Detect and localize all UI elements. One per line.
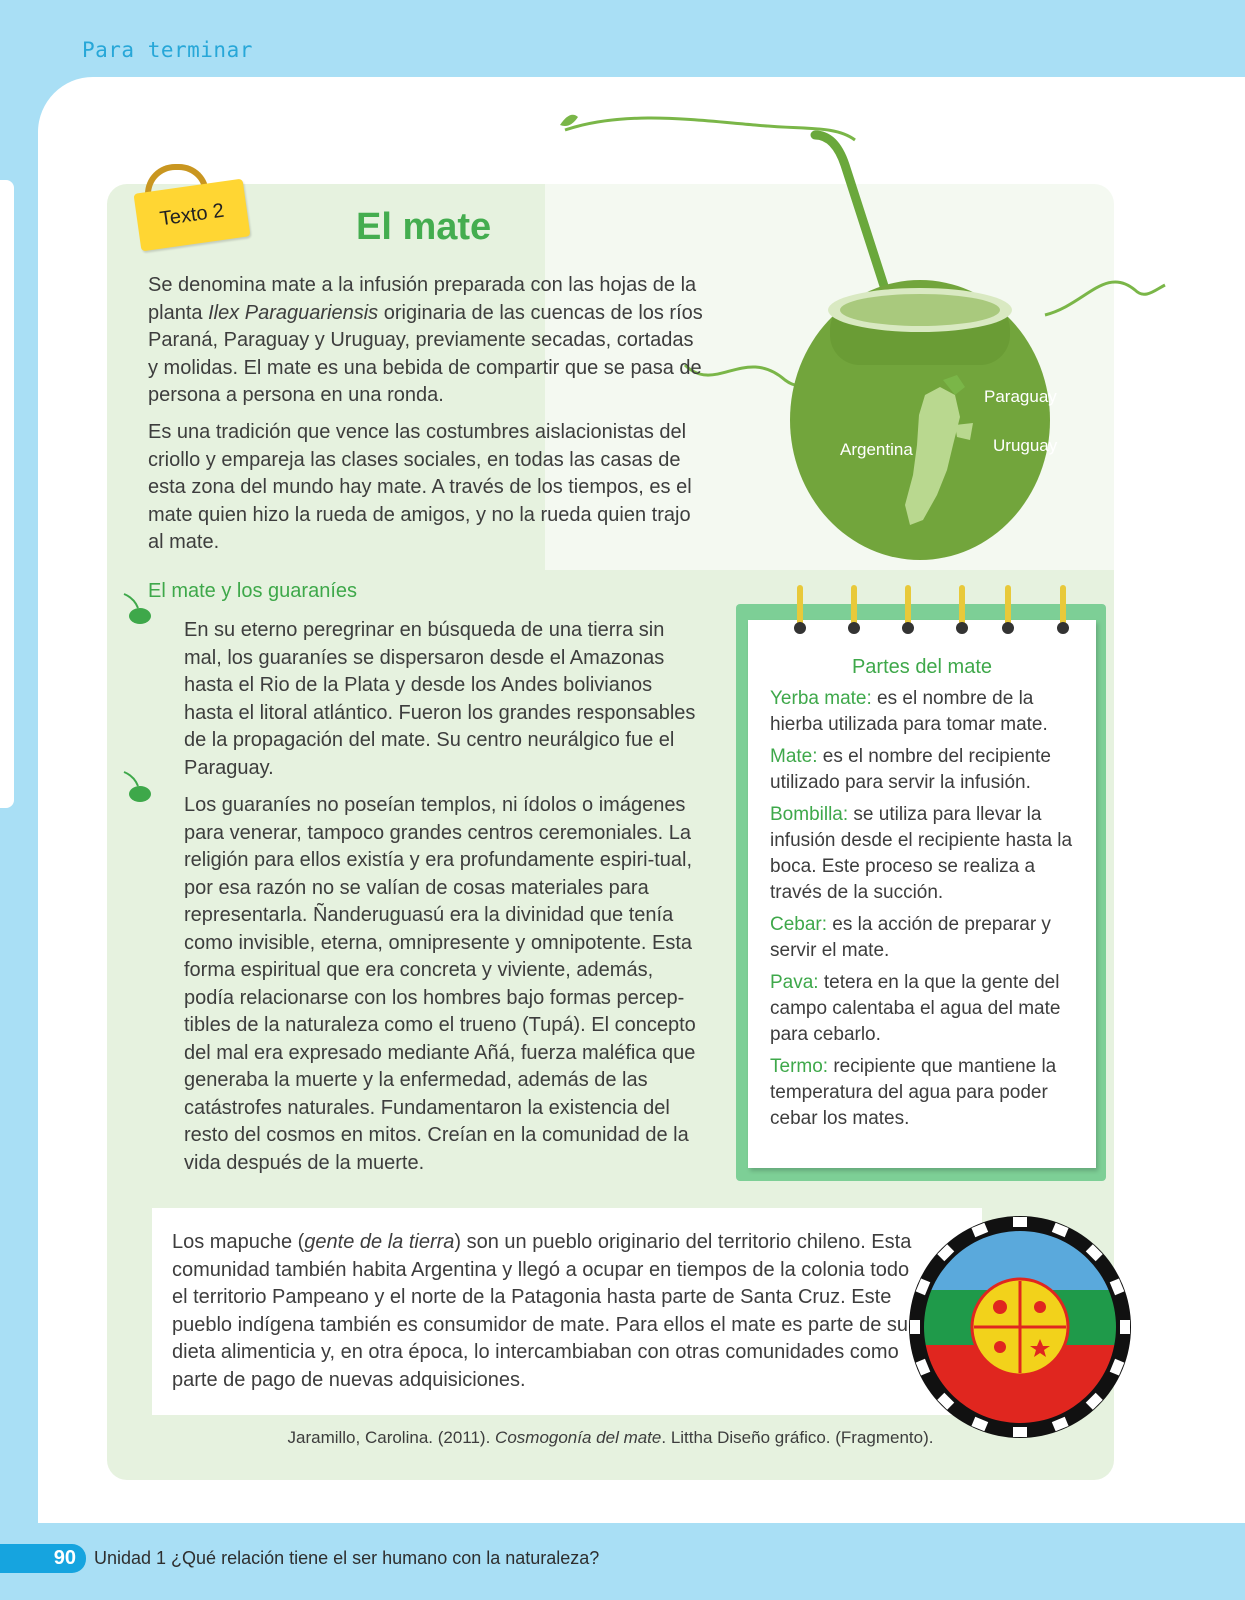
note-item <box>770 970 1080 1048</box>
mapuche-text-end: ) son un pueblo originario del territorio chileno. Esta comunidad también habita Argentina y llegó a ocupar en tiempos de la colonia todo el territorio Pampeano y el norte de la Patagonia hasta parte de Santa Cruz. Este pueblo indígena también es consumidor de mate. Para ellos el mate es parte de su dieta alimenticia y, en otra época, lo intercambiaban con otras comunidades como parte de pago de nuevas adquisiciones. <box>172 1231 912 1391</box>
paragraph-2: Es una tradición que vence las costumbres aislacionistas del criollo y empareja las clases sociales, en todas las casas de esta zona del mundo hay mate. A través de los tiempos, es el mate quien hizo la rueda de amigos, y no la rueda quien trajo al mate. <box>148 421 692 553</box>
note-item <box>770 802 1080 906</box>
mapuche-flag-emblem <box>908 1215 1132 1439</box>
mapuche-italic: gente de la tierra <box>304 1231 455 1253</box>
paragraph-1 <box>148 272 708 410</box>
note-term: Pava: <box>770 972 819 993</box>
note-item <box>770 744 1080 796</box>
page-number: 90 <box>0 1544 86 1573</box>
citation <box>107 1428 1114 1448</box>
notes-title: Partes del mate <box>851 656 993 678</box>
ring-hole <box>902 622 914 634</box>
mapuche-paragraph <box>172 1229 912 1394</box>
gourd-bullet-icon <box>122 592 152 624</box>
note-item <box>770 686 1080 738</box>
note-term: Yerba mate: <box>770 688 872 709</box>
note-definition: es el nombre de la hierba utilizada para tomar mate. <box>770 688 1048 735</box>
bullet-paragraph-2: Los guaraníes no poseían templos, ni ídolos o imágenes para venerar, tampoco grandes centros ceremoniales. La religión para ellos existía y era profundamente espiri-tual, por esa razón no se valían de cosas materiales para representarla. Ñanderuguasú era la divinidad que tenía como invisible, eterna, omnipresente y omnipotente. Esta forma espiritual que era concreta y viviente, además, podía relacionarse con los hombres bajo formas percep-tibles de la naturaleza como el trueno (Tupá). El concepto del mal era expresado mediante Añá, fuerza maléfica que generaba la muerte y la enfermedad, además de las catástrofes naturales. Fundamentaron la existencia del resto del cosmos en mitos. Creían en la comunidad de la vida después de la muerte. <box>184 794 696 1174</box>
map-label-uruguay: Uruguay <box>993 436 1058 455</box>
subheading-guaranies: El mate y los guaraníes <box>148 580 357 602</box>
article-title: El mate <box>356 206 492 248</box>
citation-publisher: . Littha Diseño gráfico. (Fragmento). <box>661 1428 934 1447</box>
note-term: Cebar: <box>770 914 828 935</box>
note-definition: se utiliza para llevar la infusión desde el recipiente hasta la boca. Este proceso se realiza a través de la succión. <box>770 804 1073 903</box>
note-definition: es el nombre del recipiente utilizado para servir la infusión. <box>770 746 1051 793</box>
note-definition: recipiente que mantiene la temperatura del agua para poder cebar los mates. <box>770 1056 1057 1129</box>
note-term: Termo: <box>770 1056 829 1077</box>
paragraph-1-end: originaria de las cuencas de los ríos Paraná, Paraguay y Uruguay, previamente secadas, cortadas y molidas. El mate es una bebida de compartir que se pasa de persona a persona en una ronda. <box>148 301 703 406</box>
note-term: Bombilla: <box>770 804 849 825</box>
map-label-argentina: Argentina <box>840 440 913 459</box>
bullet-paragraph-1: En su eterno peregrinar en búsqueda de una tierra sin mal, los guaraníes se dispersaron desde el Amazonas hasta el Rio de la Plata y desde los Andes bolivianos hasta el litoral atlántico. Fueron los grandes responsables de la propagación del mate. Su centro neurálgico fue el Paraguay. <box>184 619 696 779</box>
ring-hole <box>848 622 860 634</box>
plant-name: Ilex Paraguariensis <box>208 301 379 324</box>
map-label-paraguay: Paraguay <box>984 387 1057 406</box>
note-definition: tetera en la que la gente del campo calentaba el agua del mate para cebarlo. <box>770 972 1061 1045</box>
ring-hole <box>956 622 968 634</box>
unit-title: Unidad 1 ¿Qué relación tiene el ser humano con la naturaleza? <box>94 1548 600 1568</box>
note-item <box>770 1054 1080 1132</box>
note-item <box>770 912 1080 964</box>
text-tag-label: Texto 2 <box>158 199 226 230</box>
citation-title: Cosmogonía del mate <box>495 1428 662 1447</box>
note-definition: es la acción de preparar y servir el mate. <box>770 914 1051 961</box>
ring-hole <box>1002 622 1014 634</box>
notes-list <box>770 686 1080 1138</box>
section-label: Para terminar <box>82 38 253 62</box>
left-edge-strip <box>0 180 14 808</box>
paragraph-1-start: Se denomina mate a la infusión preparada con las hojas de la planta <box>148 274 697 324</box>
note-term: Mate: <box>770 746 818 767</box>
gourd-bullet-icon <box>122 770 152 802</box>
ring-hole <box>794 622 806 634</box>
citation-author: Jaramillo, Carolina. (2011). <box>287 1428 496 1447</box>
ring-hole <box>1057 622 1069 634</box>
mapuche-text-start: Los mapuche ( <box>172 1231 305 1253</box>
